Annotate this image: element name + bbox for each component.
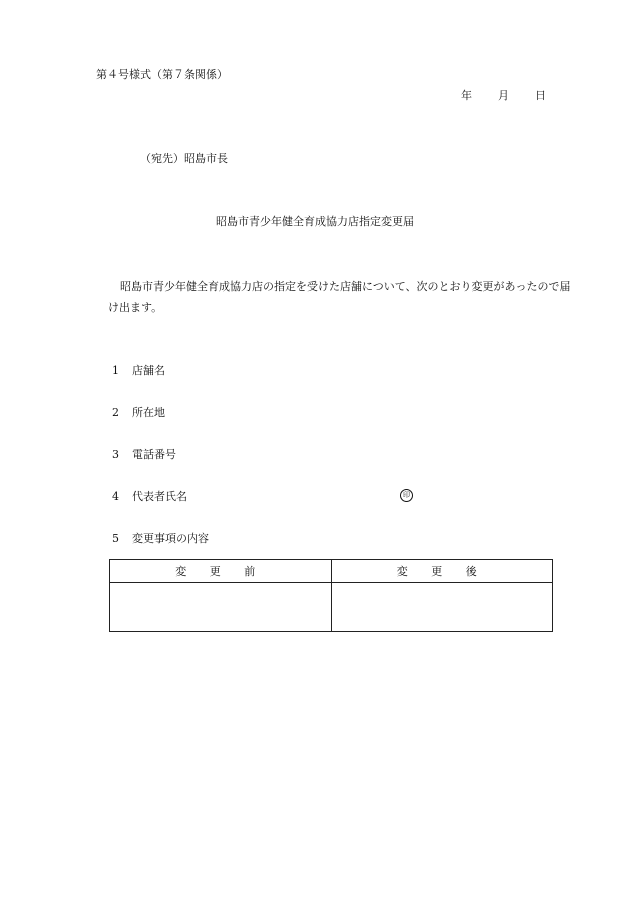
- item-change-details: [112, 530, 209, 546]
- item-number: 5: [112, 532, 119, 545]
- date-month-label: 月: [498, 89, 509, 102]
- item-number: 1: [112, 364, 119, 377]
- addressee: （宛先）昭島市長: [140, 152, 228, 165]
- item-label: 代表者氏名: [132, 490, 187, 503]
- item-label: 店舗名: [132, 364, 165, 377]
- table-row: [110, 583, 553, 632]
- item-number: 2: [112, 406, 119, 419]
- body-paragraph: [108, 276, 578, 318]
- item-store-name: [112, 362, 165, 378]
- date-day-label: 日: [535, 89, 546, 102]
- document-title: 昭島市青少年健全育成協力店指定変更届: [216, 215, 414, 228]
- body-text: 昭島市青少年健全育成協力店の指定を受けた店舗について、次のとおり変更があったので届け出ます。: [108, 280, 571, 314]
- form-number: 第４号様式（第７条関係）: [96, 68, 228, 81]
- date-line: [461, 87, 546, 103]
- item-label: 電話番号: [132, 448, 176, 461]
- header-before: 変 更 前: [110, 560, 332, 583]
- item-representative: [112, 488, 187, 504]
- item-address: [112, 404, 165, 420]
- seal-mark: 印: [400, 489, 413, 502]
- date-year-label: 年: [461, 89, 472, 102]
- header-after: 変 更 後: [331, 560, 553, 583]
- changes-table: [109, 559, 553, 632]
- item-label: 変更事項の内容: [132, 532, 209, 545]
- item-label: 所在地: [132, 406, 165, 419]
- item-phone: [112, 446, 176, 462]
- item-number: 3: [112, 448, 119, 461]
- cell-before[interactable]: [110, 583, 332, 632]
- cell-after[interactable]: [331, 583, 553, 632]
- item-number: 4: [112, 490, 119, 503]
